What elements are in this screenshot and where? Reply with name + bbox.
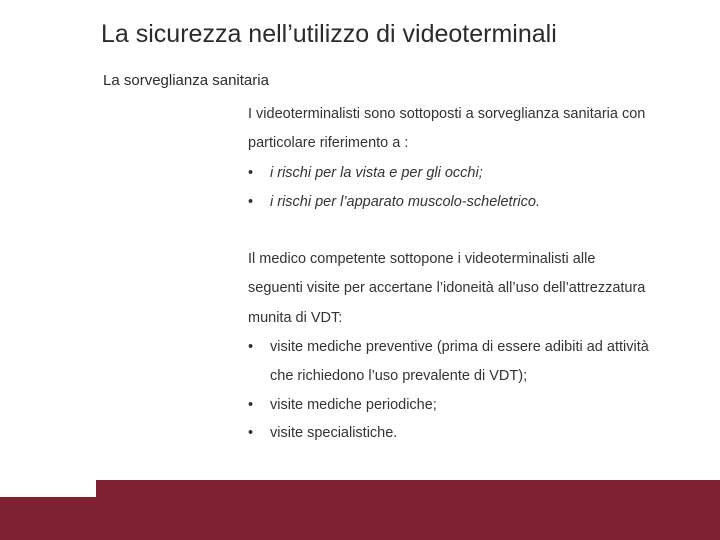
list-item-text: visite mediche periodiche; — [270, 397, 437, 413]
bullet-icon: • — [248, 339, 254, 355]
bullet-icon: • — [248, 425, 254, 441]
bullet-icon: • — [248, 194, 254, 210]
paragraph-2-line-2: seguenti visite per accertane l’idoneità all’uso dell’attrezzatura — [248, 280, 646, 296]
footer-notch — [0, 480, 96, 497]
paragraph-1-line-1: I videoterminalisti sono sottoposti a sorveglianza sanitaria con — [248, 106, 646, 122]
footer-bar — [0, 480, 720, 540]
paragraph-1-line-2: particolare riferimento a : — [248, 135, 409, 151]
list-item-text: i rischi per l’apparato muscolo-scheletrico. — [270, 194, 540, 210]
slide-title: La sicurezza nell’utilizzo di videoterminali — [101, 20, 557, 48]
slide-subtitle: La sorveglianza sanitaria — [103, 72, 269, 89]
paragraph-2-line-1: Il medico competente sottopone i videoterminalisti alle — [248, 251, 596, 267]
paragraph-2-line-3: munita di VDT: — [248, 310, 343, 326]
bullet-icon: • — [248, 165, 254, 181]
bullet-icon: • — [248, 397, 254, 413]
list-item-text: i rischi per la vista e per gli occhi; — [270, 165, 483, 181]
list-item-text-continuation: che richiedono l’uso prevalente di VDT); — [270, 368, 528, 384]
list-item-text: visite mediche preventive (prima di essere adibiti ad attività — [270, 339, 649, 355]
list-item-text: visite specialistiche. — [270, 425, 398, 441]
